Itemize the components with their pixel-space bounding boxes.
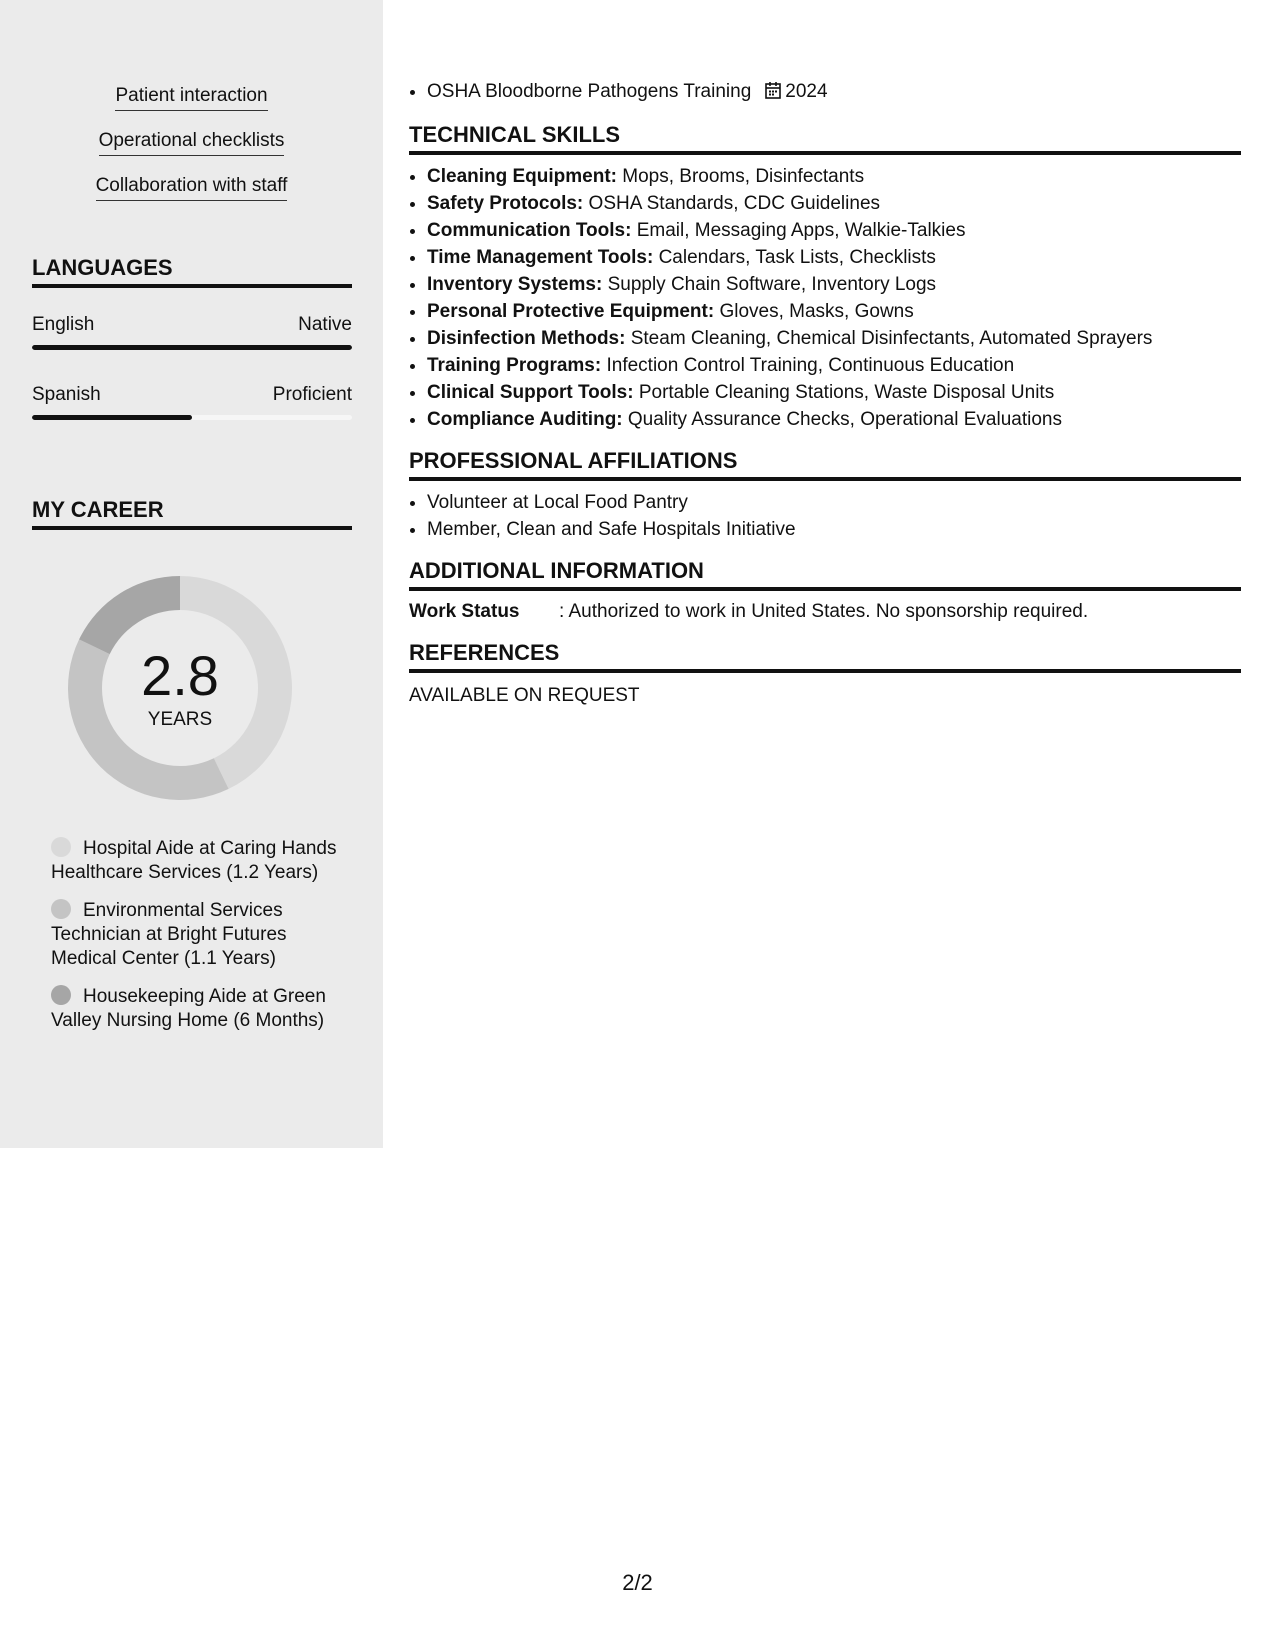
skill-category: Personal Protective Equipment: [427, 301, 715, 322]
technical-skill-item [427, 352, 1241, 379]
work-status-value: : Authorized to work in United States. No sponsorship required. [559, 601, 1089, 622]
skill-category: Cleaning Equipment: [427, 166, 617, 187]
skill-item: Patient interaction [115, 84, 267, 111]
certification-date [765, 81, 827, 102]
skill-values: Calendars, Task Lists, Checklists [658, 247, 936, 268]
career-heading: MY CAREER [32, 496, 352, 530]
career-legend-item [51, 985, 341, 1033]
technical-skill-item [427, 271, 1241, 298]
skill-values: OSHA Standards, CDC Guidelines [588, 193, 881, 214]
technical-skills-list [409, 163, 1241, 433]
language-proficiency-fill [32, 415, 192, 420]
affiliations-heading: PROFESSIONAL AFFILIATIONS [409, 447, 1241, 481]
technical-skill-item [427, 298, 1241, 325]
skill-category: Communication Tools: [427, 220, 632, 241]
language-name: Spanish [32, 384, 101, 405]
skill-values: Gloves, Masks, Gowns [719, 301, 914, 322]
additional-info-heading: ADDITIONAL INFORMATION [409, 557, 1241, 591]
affiliation-item: • Member, Clean and Safe Hospitals Initiative [427, 516, 1241, 543]
career-total-unit: YEARS [147, 709, 213, 730]
career-legend-label: Environmental Services Technician at Bright Futures Medical Center (1.1 Years) [51, 900, 287, 969]
legend-dot-icon [51, 899, 71, 919]
skill-values: Mops, Brooms, Disinfectants [622, 166, 865, 187]
languages-heading: LANGUAGES [32, 254, 352, 288]
technical-skill-item [427, 244, 1241, 271]
skill-values: Supply Chain Software, Inventory Logs [607, 274, 937, 295]
main-content [409, 78, 1241, 709]
technical-skill-item [427, 217, 1241, 244]
technical-skill-item [427, 325, 1241, 352]
legend-dot-icon [51, 837, 71, 857]
certification-item [427, 78, 1241, 107]
career-legend-item [51, 837, 341, 885]
sidebar [0, 0, 383, 1148]
skill-values: Portable Cleaning Stations, Waste Disposal Units [638, 382, 1055, 403]
technical-skills-heading: TECHNICAL SKILLS [409, 121, 1241, 155]
skill-values: Quality Assurance Checks, Operational Evaluations [627, 409, 1062, 430]
skill-item: Operational checklists [99, 129, 285, 156]
references-text: AVAILABLE ON REQUEST [409, 685, 640, 706]
language-name: English [32, 314, 95, 335]
career-donut-chart [66, 574, 294, 802]
page-number: 2/2 [622, 1570, 653, 1595]
certification-name: OSHA Bloodborne Pathogens Training [427, 81, 752, 102]
affiliation-item: • Volunteer at Local Food Pantry [427, 489, 1241, 516]
skill-values: Infection Control Training, Continuous Education [606, 355, 1015, 376]
technical-skill-item [427, 379, 1241, 406]
affiliations-list [409, 489, 1241, 543]
career-legend [51, 837, 341, 1047]
language-proficiency-bar [32, 415, 352, 420]
soft-skills-list [0, 84, 383, 219]
skill-values: Steam Cleaning, Chemical Disinfectants, Automated Sprayers [630, 328, 1153, 349]
skill-category: Training Programs: [427, 355, 602, 376]
language-level: Native [298, 314, 352, 335]
skill-category: Compliance Auditing: [427, 409, 623, 430]
technical-skill-item [427, 163, 1241, 190]
skill-category: Safety Protocols: [427, 193, 584, 214]
language-level: Proficient [272, 384, 352, 405]
certification-list [409, 78, 1241, 107]
skill-category: Time Management Tools: [427, 247, 654, 268]
certification-year: 2024 [785, 81, 828, 102]
career-donut-center [66, 574, 294, 802]
work-status-row [409, 599, 1241, 625]
skill-item: Collaboration with staff [96, 174, 288, 201]
work-status-label: Work Status [409, 601, 520, 622]
language-proficiency-fill [32, 345, 352, 350]
skill-category: Disinfection Methods: [427, 328, 626, 349]
skill-category: Inventory Systems: [427, 274, 603, 295]
career-legend-item [51, 899, 341, 971]
skill-category: Clinical Support Tools: [427, 382, 634, 403]
career-legend-label: Housekeeping Aide at Green Valley Nursing Home (6 Months) [51, 986, 326, 1031]
references-heading: REFERENCES [409, 639, 1241, 673]
language-proficiency-bar [32, 345, 352, 350]
legend-dot-icon [51, 985, 71, 1005]
technical-skill-item [427, 406, 1241, 433]
technical-skill-item [427, 190, 1241, 217]
skill-values: Email, Messaging Apps, Walkie-Talkies [636, 220, 966, 241]
career-legend-label: Hospital Aide at Caring Hands Healthcare Services (1.2 Years) [51, 838, 337, 883]
career-total-years: 2.8 [141, 644, 219, 707]
calendar-icon [765, 80, 781, 107]
